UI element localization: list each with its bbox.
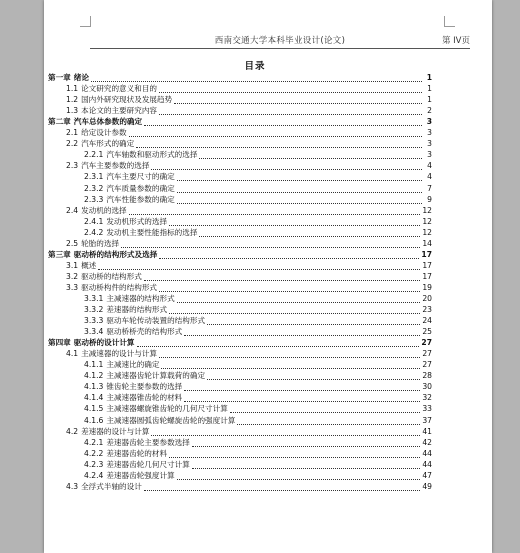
toc-entry-page: 9	[427, 194, 432, 204]
toc-entry-number: 2.3	[66, 161, 79, 171]
toc-entry-page: 41	[422, 426, 432, 436]
toc-entry-number: 4.1.6	[84, 415, 104, 425]
toc-entry-page: 47	[422, 470, 432, 480]
toc-dot-leader	[169, 450, 420, 458]
toc-entry-title: 发动机的选择	[81, 205, 127, 215]
toc-entry[interactable]	[48, 359, 432, 370]
toc-entry[interactable]	[48, 127, 432, 138]
toc-dot-leader	[192, 439, 420, 447]
toc-entry-page: 3	[427, 128, 432, 138]
toc-entry-number: 3.3.3	[84, 316, 104, 326]
toc-entry[interactable]	[48, 459, 432, 470]
toc-dot-leader	[177, 196, 422, 204]
toc-entry-title: 概述	[81, 260, 97, 270]
toc-entry-title: 差速器齿轮的材料	[106, 448, 168, 458]
toc-entry[interactable]	[48, 271, 432, 282]
toc-entry[interactable]	[48, 105, 432, 116]
toc-entry-number: 4.1	[66, 349, 79, 359]
toc-entry[interactable]	[48, 437, 432, 448]
toc-entry[interactable]	[48, 149, 432, 160]
toc-entry[interactable]	[48, 83, 432, 94]
toc-entry-title: 国内外研究现状及发展趋势	[81, 95, 173, 105]
toc-entry-number: 1.3	[66, 106, 79, 116]
toc-entry-page: 14	[422, 238, 432, 248]
toc-entry-title: 主减速器螺旋锥齿轮的几何尺寸计算	[106, 404, 228, 414]
toc-entry[interactable]	[48, 348, 432, 359]
toc-entry[interactable]	[48, 392, 432, 403]
toc-entry-page: 12	[422, 205, 432, 215]
toc-dot-leader	[159, 251, 419, 259]
toc-entry-title: 主减速器的结构形式	[106, 293, 175, 303]
toc-dot-leader	[159, 85, 422, 93]
toc-entry-page: 25	[422, 327, 432, 337]
toc-dot-leader	[137, 339, 420, 347]
toc-entry[interactable]	[48, 216, 432, 227]
toc-entry-title: 发动机形式的选择	[106, 216, 168, 226]
toc-entry-page: 1	[427, 95, 432, 105]
toc-entry[interactable]	[48, 194, 432, 205]
toc-entry[interactable]	[48, 481, 432, 492]
toc-dot-leader	[207, 317, 420, 325]
toc-entry-title: 汽车主要参数的选择	[81, 161, 150, 171]
toc-entry-number: 4.1.3	[84, 382, 104, 392]
toc-entry-title: 发动机主要性能指标的选择	[106, 227, 198, 237]
toc-dot-leader	[230, 405, 421, 413]
toc-dot-leader	[121, 240, 420, 248]
toc-entry-title: 汽车质量参数的确定	[106, 183, 175, 193]
toc-entry[interactable]	[48, 337, 432, 348]
toc-dot-leader	[184, 383, 420, 391]
header-page-number: 第 IV页	[441, 36, 470, 46]
toc-entry-number: 4.3	[66, 481, 79, 491]
toc-entry-number: 2.3.3	[84, 194, 104, 204]
toc-entry-number: 2.4	[66, 205, 79, 215]
toc-entry-number: 2.2	[66, 139, 79, 149]
toc-dot-leader	[129, 129, 422, 137]
toc-entry-number: 第四章	[48, 338, 71, 348]
toc-entry-page: 3	[427, 139, 432, 149]
toc-entry-page: 17	[422, 260, 432, 270]
toc-entry[interactable]	[48, 171, 432, 182]
toc-entry[interactable]	[48, 426, 432, 437]
toc-entry-number: 第一章	[48, 73, 71, 83]
toc-dot-leader	[184, 328, 420, 336]
toc-entry-page: 44	[422, 448, 432, 458]
toc-entry-page: 3	[427, 150, 432, 160]
toc-entry-number: 3.1	[66, 260, 79, 270]
toc-entry[interactable]	[48, 470, 432, 481]
toc-dot-leader	[91, 74, 422, 82]
toc-entry-page: 30	[422, 382, 432, 392]
margin-corner-mark	[444, 16, 455, 27]
toc-entry-page: 49	[422, 481, 432, 491]
toc-dot-leader	[237, 417, 420, 425]
toc-entry-number: 4.2	[66, 426, 79, 436]
toc-entry-title: 轮胎的选择	[81, 238, 120, 248]
toc-entry-number: 3.3.2	[84, 305, 104, 315]
toc-dot-leader	[129, 207, 421, 215]
toc-entry-title: 论文研究的意义和目的	[81, 84, 158, 94]
toc-entry-title: 驱动桥的结构形式	[81, 271, 142, 281]
margin-corner-mark	[80, 16, 91, 27]
toc-entry-number: 2.3.2	[84, 183, 104, 193]
toc-entry-page: 7	[427, 183, 432, 193]
toc-entry-page: 1	[427, 84, 432, 94]
toc-entry-title: 主减速器的设计与计算	[81, 349, 158, 359]
toc-dot-leader	[174, 96, 422, 104]
toc-entry[interactable]	[48, 381, 432, 392]
toc-entry[interactable]	[48, 326, 432, 337]
toc-entry-number: 2.1	[66, 128, 79, 138]
toc-entry-title: 锥齿轮主要参数的选择	[106, 382, 183, 392]
toc-entry-page: 17	[422, 271, 432, 281]
toc-entry[interactable]	[48, 293, 432, 304]
toc-dot-leader	[136, 140, 422, 148]
toc-entry-page: 12	[422, 216, 432, 226]
toc-list	[48, 72, 432, 492]
toc-entry[interactable]	[48, 249, 432, 260]
toc-entry-title: 汽车总体参数的确定	[73, 117, 143, 127]
toc-entry-title: 驱动桥桥壳的结构形式	[106, 327, 183, 337]
toc-dot-leader	[151, 162, 422, 170]
toc-entry-number: 3.3.4	[84, 327, 104, 337]
toc-entry[interactable]	[48, 304, 432, 315]
toc-entry-page: 27	[422, 349, 432, 359]
toc-dot-leader	[169, 306, 420, 314]
toc-dot-leader	[177, 173, 422, 181]
toc-entry-number: 3.3.1	[84, 293, 104, 303]
toc-entry[interactable]	[48, 205, 432, 216]
toc-entry-title: 汽车性能参数的确定	[106, 194, 175, 204]
toc-entry[interactable]	[48, 116, 432, 127]
toc-dot-leader	[192, 461, 420, 469]
toc-entry[interactable]	[48, 138, 432, 149]
toc-entry-number: 2.5	[66, 238, 79, 248]
toc-entry-title: 差速器齿轮几何尺寸计算	[106, 459, 190, 469]
toc-dot-leader	[161, 361, 420, 369]
toc-entry-title: 主减速器锥齿轮的材料	[106, 393, 183, 403]
toc-entry-title: 主减速器齿轮计算载荷的确定	[106, 371, 206, 381]
toc-entry-page: 4	[427, 172, 432, 182]
toc-entry-number: 4.2.1	[84, 437, 104, 447]
toc-entry-page: 17	[421, 249, 432, 259]
toc-dot-leader	[159, 107, 422, 115]
page-header	[90, 36, 470, 49]
toc-dot-leader	[177, 295, 421, 303]
toc-entry-page: 12	[422, 227, 432, 237]
toc-dot-leader	[207, 372, 420, 380]
toc-entry-page: 32	[422, 393, 432, 403]
toc-dot-leader	[144, 483, 421, 491]
toc-entry-title: 驱动桥的设计计算	[73, 338, 135, 348]
header-title: 西南交通大学本科毕业设计(论文)	[214, 36, 346, 46]
toc-entry-title: 差速器齿轮主要参数选择	[106, 437, 190, 447]
toc-entry-number: 2.3.1	[84, 172, 104, 182]
toc-entry[interactable]	[48, 260, 432, 271]
toc-entry-title: 主减速比的确定	[106, 360, 160, 370]
toc-entry[interactable]	[48, 403, 432, 414]
toc-entry-page: 3	[426, 117, 432, 127]
toc-entry-title: 主减速器圆弧齿轮螺旋齿轮的强度计算	[106, 415, 236, 425]
toc-entry-page: 23	[422, 305, 432, 315]
toc-entry-number: 2.2.1	[84, 150, 104, 160]
toc-dot-leader	[184, 394, 420, 402]
toc-entry-number: 3.2	[66, 271, 79, 281]
toc-entry-title: 汽车轴数和驱动形式的选择	[106, 150, 198, 160]
toc-entry-page: 20	[422, 293, 432, 303]
toc-entry[interactable]	[48, 160, 432, 171]
toc-entry-number: 第二章	[48, 117, 71, 127]
toc-entry-number: 4.1.5	[84, 404, 104, 414]
toc-entry-number: 4.2.2	[84, 448, 104, 458]
toc-entry-title: 差速器的结构形式	[106, 305, 168, 315]
toc-entry-page: 33	[422, 404, 432, 414]
toc-dot-leader	[151, 428, 420, 436]
toc-dot-leader	[169, 218, 420, 226]
toc-entry[interactable]	[48, 238, 432, 249]
toc-dot-leader	[177, 185, 422, 193]
toc-entry-number: 2.4.1	[84, 216, 104, 226]
toc-entry-number: 4.1.4	[84, 393, 104, 403]
toc-entry[interactable]	[48, 282, 432, 293]
toc-entry-number: 1.2	[66, 95, 79, 105]
toc-entry-title: 给定设计参数	[81, 128, 127, 138]
toc-entry[interactable]	[48, 94, 432, 105]
toc-entry[interactable]	[48, 72, 432, 83]
toc-entry-title: 差速器齿轮强度计算	[106, 470, 175, 480]
toc-entry-number: 2.4.2	[84, 227, 104, 237]
toc-entry-title: 驱动桥的结构形式及选择	[73, 249, 158, 259]
toc-dot-leader	[98, 262, 420, 270]
toc-entry-page: 2	[427, 106, 432, 116]
toc-entry-title: 本论文的主要研究内容	[81, 106, 158, 116]
toc-entry-number: 第三章	[48, 249, 71, 259]
toc-dot-leader	[144, 273, 421, 281]
toc-title: 目录	[244, 61, 266, 72]
toc-entry[interactable]	[48, 448, 432, 459]
toc-entry-title: 全浮式半轴的设计	[81, 481, 142, 491]
toc-entry-number: 4.2.4	[84, 470, 104, 480]
toc-dot-leader	[159, 284, 420, 292]
toc-entry-title: 驱动桥构件的结构形式	[81, 282, 158, 292]
toc-entry-number: 1.1	[66, 84, 79, 94]
toc-dot-leader	[144, 118, 422, 126]
toc-entry[interactable]	[48, 315, 432, 326]
toc-entry[interactable]	[48, 227, 432, 238]
toc-entry[interactable]	[48, 182, 432, 193]
toc-entry-page: 1	[426, 73, 432, 83]
toc-entry[interactable]	[48, 370, 432, 381]
toc-entry-number: 4.2.3	[84, 459, 104, 469]
toc-entry-title: 差速器的设计与计算	[81, 426, 150, 436]
toc-entry-page: 37	[422, 415, 432, 425]
toc-entry-number: 3.3	[66, 282, 79, 292]
toc-entry-title: 绪论	[73, 73, 89, 83]
toc-dot-leader	[199, 229, 420, 237]
toc-entry-title: 驱动车轮传动装置的结构形式	[106, 316, 206, 326]
toc-entry-number: 4.1.2	[84, 371, 104, 381]
toc-dot-leader	[159, 350, 420, 358]
toc-entry[interactable]	[48, 414, 432, 425]
toc-dot-leader	[199, 151, 422, 159]
toc-entry-page: 44	[422, 459, 432, 469]
toc-entry-page: 27	[422, 360, 432, 370]
toc-entry-title: 汽车形式的确定	[81, 139, 135, 149]
toc-entry-page: 24	[422, 316, 432, 326]
toc-entry-page: 42	[422, 437, 432, 447]
toc-entry-page: 4	[427, 161, 432, 171]
toc-entry-page: 19	[422, 282, 432, 292]
toc-dot-leader	[177, 472, 421, 480]
toc-entry-number: 4.1.1	[84, 360, 104, 370]
toc-entry-page: 28	[422, 371, 432, 381]
toc-entry-title: 汽车主要尺寸的确定	[106, 172, 175, 182]
toc-entry-page: 27	[421, 338, 432, 348]
